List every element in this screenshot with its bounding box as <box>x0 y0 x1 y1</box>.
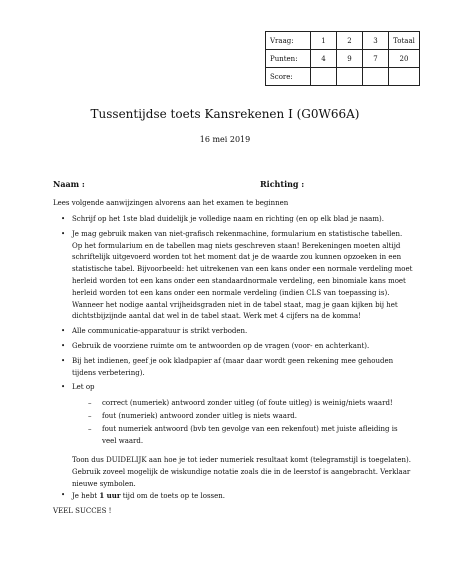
score-cell <box>337 68 363 86</box>
bullet-icon: • <box>61 383 66 392</box>
let-op-label: Let op <box>72 383 95 392</box>
score-table <box>265 31 420 86</box>
instruction-text: Bij het indienen, geef je ook kladpapier af (maar daar wordt geen rekening mee gehouden tijdens verbetering). <box>72 356 394 377</box>
exam-title: Tussentijdse toets Kansrekenen I (G0W66A) <box>90 107 360 121</box>
name-label: Naam : <box>53 179 85 189</box>
points-total: 20 <box>389 50 420 68</box>
bullet-icon: • <box>61 327 66 336</box>
list-item <box>53 356 413 380</box>
let-op-text: correct (numeriek) antwoord zonder uitleg (of foute uitleg) is weinig/niets waard! <box>102 399 393 408</box>
list-item <box>53 229 413 323</box>
instruction-text: Je mag gebruik maken van niet-grafisch rekenmachine, formularium en statistische tabellen. Op het formularium en de tabellen mag niets geschreven staan! Berekeningen moeten altijd schriftelijk uitgevoerd worden tot het moment dat je de waarde zou kunnen opzoeken in een statistische tabel. Bijvoorbeeld: het uitrekenen van een kans onder een normale verdeling moet herleid worden tot een kans onder een standaardnormale verdeling, een binomiale kans moet herleid worden tot een kans onder een normale verdeling (indien CLS van toepassing is). Wanneer het nodige aantal vrijheidsgraden niet in de tabel staat, mag je gaan kijken bij het dichtstbijzijnde aantal dat wel in de tabel staat. Werk met 4 cijfers na de komma! <box>72 229 413 321</box>
bullet-icon: • <box>61 215 66 223</box>
sub-list-item <box>72 411 413 423</box>
score-cell <box>363 68 389 86</box>
instruction-list <box>53 214 413 450</box>
intro-text: Lees volgende aanwijzingen alvorens aan het examen te beginnen <box>53 199 289 207</box>
let-op-list <box>72 398 413 447</box>
time-note-before: Je hebt <box>72 492 100 500</box>
list-item <box>53 490 413 503</box>
sub-list-item <box>72 424 413 448</box>
points-row <box>266 50 420 68</box>
closing-text: VEEL SUCCES ! <box>53 507 112 515</box>
list-item <box>53 341 413 353</box>
question-number: 2 <box>337 32 363 50</box>
row-label-points: Punten: <box>266 50 311 68</box>
score-cell <box>311 68 337 86</box>
points-cell: 4 <box>311 50 337 68</box>
list-item <box>53 326 413 338</box>
time-note-list <box>53 490 413 503</box>
bullet-icon: • <box>61 229 66 238</box>
question-number: 3 <box>363 32 389 50</box>
list-item <box>53 382 413 447</box>
explanation-paragraph: Toon dus DUIDELIJK aan hoe je tot ieder numeriek resultaat komt (telegramstijl is toegelaten). Gebruik zoveel mogelijk de wiskundige notatie zoals die in de leerstof is aangebracht. Verklaar nieuwe symbolen. <box>72 456 411 488</box>
list-item <box>53 214 413 226</box>
exam-date: 16 mei 2019 <box>199 135 251 144</box>
dash-icon: – <box>88 424 92 433</box>
sub-list-item <box>72 398 413 410</box>
time-note-after: tijd om de toets op te lossen. <box>120 492 226 500</box>
row-label-question: Vraag: <box>266 32 311 50</box>
instruction-text: Gebruik de voorziene ruimte om te antwoorden op de vragen (voor- en achterkant). <box>72 341 370 350</box>
direction-label: Richting : <box>260 179 305 189</box>
points-cell: 7 <box>363 50 389 68</box>
row-label-score: Score: <box>266 68 311 86</box>
dash-icon: – <box>88 411 92 420</box>
total-header: Totaal <box>389 32 420 50</box>
bullet-icon: • <box>61 341 66 350</box>
let-op-text: fout (numeriek) antwoord zonder uitleg is niets waard. <box>102 411 297 420</box>
points-cell: 9 <box>337 50 363 68</box>
bullet-icon: • <box>61 356 66 365</box>
let-op-text: fout numeriek antwoord (bvb ten gevolge van een rekenfout) met juiste afleiding is veel waard. <box>102 424 398 445</box>
dash-icon: – <box>88 399 92 408</box>
score-total-cell <box>389 68 420 86</box>
instruction-text: Alle communicatie-apparatuur is strikt verboden. <box>72 327 248 336</box>
instruction-text: Schrijf op het 1ste blad duidelijk je volledige naam en richting (en op elk blad je naam). <box>72 215 384 223</box>
question-number: 1 <box>311 32 337 50</box>
time-note-duration: 1 uur <box>99 491 121 500</box>
question-row <box>266 32 420 50</box>
score-row <box>266 68 420 86</box>
bullet-icon: • <box>61 491 66 499</box>
